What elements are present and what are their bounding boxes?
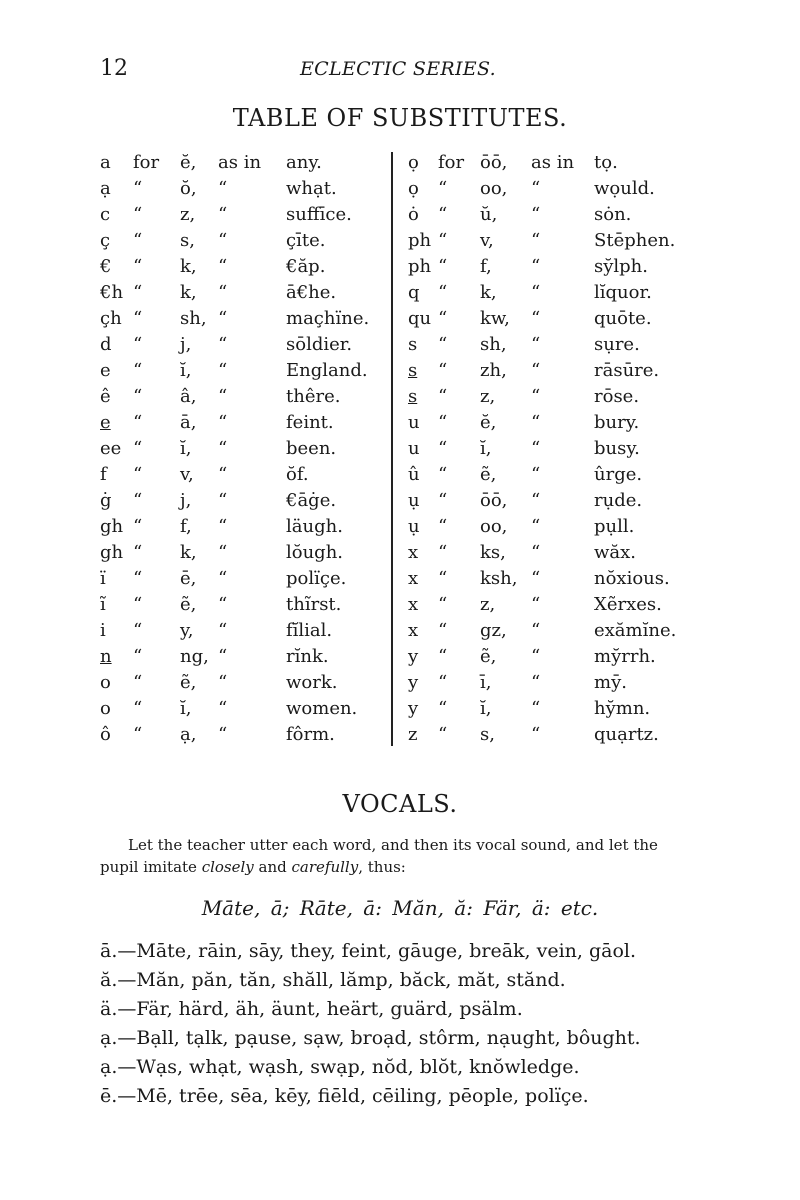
for-word: “ xyxy=(133,672,143,693)
for-word: “ xyxy=(133,516,143,537)
substitute-sound: ĭ, xyxy=(480,698,492,719)
substitute-sound: k, xyxy=(180,282,197,303)
for-word: “ xyxy=(133,594,143,615)
example-word: lĭquor. xyxy=(594,282,652,303)
as-in-word: “ xyxy=(218,542,228,563)
example-word: wăx. xyxy=(594,542,637,563)
substitute-letter: d xyxy=(100,334,112,355)
for-word: “ xyxy=(133,360,143,381)
substitute-sound: ōō, xyxy=(480,490,508,511)
substitute-letter: f xyxy=(100,464,107,485)
vocal-line: ạ.—Bạll, tạlk, pạuse, sạw, broạd, stôrm, nạught, bôught. xyxy=(100,1027,641,1049)
for-word: “ xyxy=(133,334,143,355)
substitute-sound: z, xyxy=(480,386,496,407)
substitute-sound: ĕ, xyxy=(480,412,497,433)
substitute-sound: ạ, xyxy=(180,724,197,745)
substitute-sound: z, xyxy=(180,204,196,225)
substitute-sound: oo, xyxy=(480,178,508,199)
as-in-word: “ xyxy=(218,204,228,225)
substitute-letter: €h xyxy=(100,282,124,303)
substitute-letter: x xyxy=(408,542,419,563)
for-word: “ xyxy=(133,542,143,563)
for-word: “ xyxy=(438,516,448,537)
as-in-word: “ xyxy=(531,386,541,407)
substitute-letter: ph xyxy=(408,256,432,277)
as-in-word: “ xyxy=(531,568,541,589)
substitute-letter: gh xyxy=(100,542,124,563)
example-word: ûrge. xyxy=(594,464,643,485)
substitute-letter: gh xyxy=(100,516,124,537)
substitute-letter: ê xyxy=(100,386,111,407)
substitute-letter: ï xyxy=(100,568,106,589)
example-word: sụre. xyxy=(594,334,640,355)
example-word: maçhïne. xyxy=(286,308,370,329)
for-word: “ xyxy=(438,594,448,615)
as-in-word: “ xyxy=(531,412,541,433)
for-word: “ xyxy=(438,360,448,381)
as-in-word: “ xyxy=(218,282,228,303)
substitute-sound: s, xyxy=(180,230,195,251)
substitute-letter: x xyxy=(408,594,419,615)
for-word: “ xyxy=(133,568,143,589)
substitute-letter: y xyxy=(408,672,419,693)
as-in-word: “ xyxy=(218,646,228,667)
for-word: “ xyxy=(438,672,448,693)
substitute-sound: ĭ, xyxy=(180,360,192,381)
vocal-line: ä.—Fär, härd, äh, äunt, heärt, guärd, psälm. xyxy=(100,998,523,1020)
example-word: ā€he. xyxy=(286,282,337,303)
substitute-sound: ks, xyxy=(480,542,506,563)
substitute-letter: qu xyxy=(408,308,432,329)
substitute-sound: ẽ, xyxy=(180,594,197,615)
example-word: polïçe. xyxy=(286,568,347,589)
substitute-letter: ô xyxy=(100,724,111,745)
substitute-sound: z, xyxy=(480,594,496,615)
for-word: “ xyxy=(133,724,143,745)
substitute-sound: ōō, xyxy=(480,152,508,173)
as-in-word: “ xyxy=(218,230,228,251)
as-in-word: as in xyxy=(531,152,575,173)
example-word: rụde. xyxy=(594,490,643,511)
substitute-letter: çh xyxy=(100,308,122,329)
as-in-word: “ xyxy=(531,256,541,277)
running-head: ECLECTIC SERIES. xyxy=(300,58,496,80)
substitute-sound: ī, xyxy=(480,672,492,693)
substitute-sound: s, xyxy=(480,724,495,745)
vocal-line: ē.—Mē, trēe, sēa, kēy, fiēld, cēiling, pēople, polïçe. xyxy=(100,1085,589,1107)
for-word: “ xyxy=(438,282,448,303)
substitute-sound: sh, xyxy=(480,334,507,355)
as-in-word: “ xyxy=(531,490,541,511)
for-word: “ xyxy=(133,412,143,433)
substitute-sound: ĭ, xyxy=(180,438,192,459)
substitute-sound: ng, xyxy=(180,646,209,667)
example-word: lŏugh. xyxy=(286,542,344,563)
substitute-letter: s xyxy=(408,386,418,407)
example-word: rāsūre. xyxy=(594,360,660,381)
for-word: “ xyxy=(133,204,143,225)
page-number: 12 xyxy=(100,56,128,81)
column-divider xyxy=(391,152,393,746)
substitute-letter: s xyxy=(408,360,418,381)
example-word: been. xyxy=(286,438,337,459)
for-word: “ xyxy=(438,724,448,745)
as-in-word: “ xyxy=(531,360,541,381)
substitute-sound: ĭ, xyxy=(480,438,492,459)
substitute-sound: ẽ, xyxy=(480,646,497,667)
as-in-word: “ xyxy=(531,646,541,667)
example-word: çīte. xyxy=(286,230,326,251)
as-in-word: “ xyxy=(218,620,228,641)
substitute-letter: ọ xyxy=(408,178,419,199)
for-word: “ xyxy=(438,490,448,511)
vocal-line: ā.—Māte, rāin, sāy, they, feint, gāuge, breāk, vein, gāol. xyxy=(100,940,637,962)
for-word: “ xyxy=(438,256,448,277)
substitute-sound: oo, xyxy=(480,516,508,537)
example-word: sȯn. xyxy=(594,204,632,225)
substitute-letter: c xyxy=(100,204,111,225)
example-word: rōse. xyxy=(594,386,640,407)
example-word: quōte. xyxy=(594,308,652,329)
substitute-letter: y xyxy=(408,646,419,667)
substitute-sound: v, xyxy=(480,230,494,251)
as-in-word: “ xyxy=(531,542,541,563)
substitute-letter: o xyxy=(100,672,111,693)
for-word: “ xyxy=(438,230,448,251)
for-word: “ xyxy=(438,178,448,199)
substitute-letter: e xyxy=(100,360,111,381)
for-word: “ xyxy=(133,178,143,199)
as-in-word: “ xyxy=(218,672,228,693)
substitute-letter: s xyxy=(408,334,418,355)
as-in-word: “ xyxy=(531,698,541,719)
as-in-word: as in xyxy=(218,152,262,173)
example-word: feint. xyxy=(286,412,334,433)
for-word: “ xyxy=(438,698,448,719)
for-word: “ xyxy=(133,490,143,511)
as-in-word: “ xyxy=(218,438,228,459)
for-word: “ xyxy=(133,256,143,277)
as-in-word: “ xyxy=(218,594,228,615)
instruction-emphasis-carefully: carefully xyxy=(291,858,359,876)
example-word: thĩrst. xyxy=(286,594,342,615)
as-in-word: “ xyxy=(531,282,541,303)
example-word: Xẽrxes. xyxy=(594,594,662,615)
substitute-sound: sh, xyxy=(180,308,207,329)
example-word: bury. xyxy=(594,412,640,433)
substitute-letter: û xyxy=(408,464,420,485)
for-word: “ xyxy=(133,230,143,251)
vocals-instruction xyxy=(100,834,700,878)
for-word: “ xyxy=(438,620,448,641)
substitute-sound: ĕ, xyxy=(180,152,197,173)
as-in-word: “ xyxy=(531,516,541,537)
example-word: ŏf. xyxy=(286,464,309,485)
substitute-letter: u xyxy=(408,412,420,433)
for-word: “ xyxy=(438,464,448,485)
substitute-letter: ç xyxy=(100,230,111,251)
for-word: for xyxy=(133,152,160,173)
substitute-letter: q xyxy=(408,282,420,303)
instruction-text: and xyxy=(253,858,292,876)
as-in-word: “ xyxy=(218,256,228,277)
substitute-sound: ŭ, xyxy=(480,204,498,225)
substitute-letter: u xyxy=(408,438,420,459)
substitute-sound: â, xyxy=(180,386,197,407)
as-in-word: “ xyxy=(531,620,541,641)
substitute-sound: gz, xyxy=(480,620,507,641)
as-in-word: “ xyxy=(218,334,228,355)
example-word: England. xyxy=(286,360,368,381)
substitute-letter: n xyxy=(100,646,112,667)
substitute-sound: ŏ, xyxy=(180,178,197,199)
example-word: mȳ. xyxy=(594,672,627,693)
example-word: busy. xyxy=(594,438,640,459)
as-in-word: “ xyxy=(218,412,228,433)
example-word: thêre. xyxy=(286,386,341,407)
as-in-word: “ xyxy=(218,490,228,511)
as-in-word: “ xyxy=(218,698,228,719)
as-in-word: “ xyxy=(218,516,228,537)
for-word: “ xyxy=(133,646,143,667)
for-word: “ xyxy=(133,282,143,303)
as-in-word: “ xyxy=(531,724,541,745)
for-word: for xyxy=(438,152,465,173)
substitute-letter: ee xyxy=(100,438,122,459)
substitute-sound: ā, xyxy=(180,412,197,433)
vocal-line: ă.—Măn, păn, tăn, shăll, lămp, băck, măt, stănd. xyxy=(100,969,566,991)
substitute-sound: k, xyxy=(180,256,197,277)
for-word: “ xyxy=(133,438,143,459)
substitute-sound: k, xyxy=(480,282,497,303)
substitute-sound: ẽ, xyxy=(180,672,197,693)
as-in-word: “ xyxy=(531,334,541,355)
as-in-word: “ xyxy=(531,204,541,225)
as-in-word: “ xyxy=(531,464,541,485)
for-word: “ xyxy=(438,412,448,433)
example-word: hy̆mn. xyxy=(594,698,651,719)
as-in-word: “ xyxy=(218,360,228,381)
substitute-sound: zh, xyxy=(480,360,507,381)
as-in-word: “ xyxy=(218,568,228,589)
example-word: pụll. xyxy=(594,516,635,537)
for-word: “ xyxy=(133,386,143,407)
substitute-sound: j, xyxy=(180,334,192,355)
example-word: tọ. xyxy=(594,152,618,173)
substitute-letter: x xyxy=(408,568,419,589)
example-word: any. xyxy=(286,152,322,173)
substitute-sound: k, xyxy=(180,542,197,563)
substitute-letter: ạ xyxy=(100,178,111,199)
substitute-sound: f, xyxy=(180,516,192,537)
instruction-text: Let the teacher utter each word, and then its vocal sound, and let the pupil imitate xyxy=(100,836,658,876)
instruction-text: , thus: xyxy=(358,858,406,876)
example-word: my̆rrh. xyxy=(594,646,656,667)
for-word: “ xyxy=(133,308,143,329)
substitute-sound: y, xyxy=(180,620,194,641)
substitute-letter: ġ xyxy=(100,490,112,511)
example-word: whạt. xyxy=(286,178,337,199)
substitute-letter: ụ xyxy=(408,516,420,537)
example-word: nŏxious. xyxy=(594,568,670,589)
example-word: rĭnk. xyxy=(286,646,329,667)
as-in-word: “ xyxy=(218,386,228,407)
substitute-sound: f, xyxy=(480,256,492,277)
as-in-word: “ xyxy=(218,724,228,745)
for-word: “ xyxy=(438,542,448,563)
substitute-sound: v, xyxy=(180,464,194,485)
substitute-sound: j, xyxy=(180,490,192,511)
for-word: “ xyxy=(438,386,448,407)
substitute-letter: € xyxy=(100,256,112,277)
substitutes-table xyxy=(100,150,700,750)
substitute-sound: ẽ, xyxy=(480,464,497,485)
substitute-letter: ph xyxy=(408,230,432,251)
for-word: “ xyxy=(133,464,143,485)
as-in-word: “ xyxy=(531,178,541,199)
example-word: läugh. xyxy=(286,516,343,537)
as-in-word: “ xyxy=(218,178,228,199)
substitute-letter: z xyxy=(408,724,418,745)
for-word: “ xyxy=(438,646,448,667)
for-word: “ xyxy=(133,698,143,719)
as-in-word: “ xyxy=(531,438,541,459)
substitute-sound: kw, xyxy=(480,308,510,329)
table-title: TABLE OF SUBSTITUTES. xyxy=(232,104,568,132)
substitute-letter: e xyxy=(100,412,111,433)
for-word: “ xyxy=(438,204,448,225)
example-word: €ăp. xyxy=(286,256,326,277)
instruction-emphasis-closely: closely xyxy=(201,858,254,876)
substitute-letter: i xyxy=(100,620,106,641)
as-in-word: “ xyxy=(531,672,541,693)
substitute-letter: a xyxy=(100,152,111,173)
substitute-letter: o xyxy=(100,698,111,719)
as-in-word: “ xyxy=(531,594,541,615)
example-word: wọuld. xyxy=(594,178,655,199)
for-word: “ xyxy=(438,438,448,459)
for-word: “ xyxy=(438,308,448,329)
substitute-letter: x xyxy=(408,620,419,641)
substitute-letter: ĩ xyxy=(100,594,106,615)
substitute-letter: ȯ xyxy=(408,204,419,225)
substitute-letter: ụ xyxy=(408,490,420,511)
example-word: work. xyxy=(286,672,338,693)
substitute-sound: ksh, xyxy=(480,568,518,589)
example-word: sy̆lph. xyxy=(594,256,648,277)
for-word: “ xyxy=(438,334,448,355)
example-word: €āġe. xyxy=(286,490,337,511)
example-word: Stēphen. xyxy=(594,230,676,251)
as-in-word: “ xyxy=(531,308,541,329)
example-word: sōldier. xyxy=(286,334,353,355)
substitute-sound: ē, xyxy=(180,568,197,589)
substitute-sound: ĭ, xyxy=(180,698,192,719)
example-word: fĭlial. xyxy=(286,620,333,641)
as-in-word: “ xyxy=(531,230,541,251)
as-in-word: “ xyxy=(218,308,228,329)
vocal-line: ạ.—Wạs, whạt, wạsh, swạp, nŏd, blŏt, knŏwledge. xyxy=(100,1056,580,1078)
for-word: “ xyxy=(133,620,143,641)
vocals-example: Māte, ā; Rāte, ā: Măn, ă: Fär, ä: etc. xyxy=(201,896,599,920)
example-word: quạrtz. xyxy=(594,724,659,745)
example-word: fôrm. xyxy=(286,724,335,745)
as-in-word: “ xyxy=(218,464,228,485)
example-word: suffīce. xyxy=(286,204,352,225)
substitute-letter: y xyxy=(408,698,419,719)
vocals-title: VOCALS. xyxy=(342,790,458,818)
substitute-letter: ọ xyxy=(408,152,419,173)
example-word: women. xyxy=(286,698,358,719)
for-word: “ xyxy=(438,568,448,589)
example-word: exămĭne. xyxy=(594,620,677,641)
